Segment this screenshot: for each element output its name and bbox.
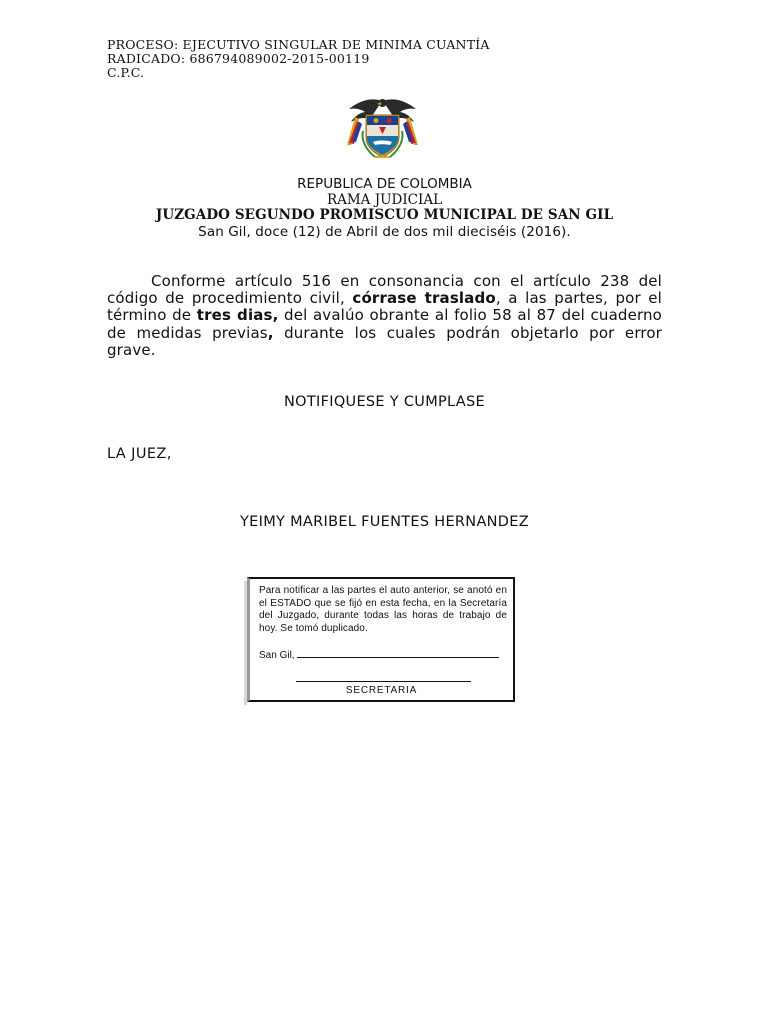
paragraph-text-4: durante los cuales podrán objetarlo por error grave.: [107, 323, 662, 359]
judge-name: YEIMY MARIBEL FUENTES HERNANDEZ: [240, 514, 529, 530]
stamp-date-blank: [297, 649, 499, 658]
notify-heading: NOTIFIQUESE Y CUMPLASE: [284, 394, 485, 410]
colombia-coat-of-arms-icon: [335, 95, 430, 161]
radicado-line: RADICADO: 686794089002-2015-00119: [107, 51, 370, 66]
stamp-sangil-label: San Gil,: [259, 650, 295, 661]
paragraph-text-1: Conforme artículo 516 en consonancia con el artículo 238 del código de procedimiento civil,: [107, 272, 662, 308]
notification-stamp: [247, 577, 515, 702]
stamp-date-line: [259, 649, 499, 662]
secretaria-label: SECRETARIA: [345, 685, 418, 696]
paragraph-bold-comma: ,: [267, 323, 274, 342]
case-header: [107, 38, 490, 80]
court-name-title: JUZGADO SEGUNDO PROMISCUO MUNICIPAL DE SAN GIL: [155, 207, 614, 223]
stamp-text: Para notificar a las partes el auto anterior, se anotó en el ESTADO que se fijó en esta fecha, en la Secretaría del Juzgado, durante todas las horas de trabajo de hoy. Se tomó duplicado.: [259, 585, 507, 634]
paragraph-bold-traslado: córrase traslado: [352, 289, 496, 308]
paragraph-bold-tres-dias: tres dias,: [196, 306, 279, 325]
document-date: San Gil, doce (12) de Abril de dos mil dieciséis (2016).: [198, 223, 571, 240]
judicial-branch-title: RAMA JUDICIAL: [326, 191, 443, 208]
cpc-line: C.P.C.: [107, 65, 145, 80]
paragraph-text-3: del avalúo obrante al folio 58 al 87 del cuaderno de medidas previas: [107, 306, 662, 342]
republic-title: REPUBLICA DE COLOMBIA: [297, 176, 472, 192]
order-paragraph: [107, 273, 662, 359]
court-heading: [107, 177, 662, 240]
signature-line: [296, 681, 471, 682]
paragraph-text-2: , a las partes, por el término de: [107, 289, 663, 325]
judge-label: LA JUEZ,: [107, 446, 172, 462]
proceso-line: PROCESO: EJECUTIVO SINGULAR DE MINIMA CUANTÍA: [107, 37, 490, 52]
